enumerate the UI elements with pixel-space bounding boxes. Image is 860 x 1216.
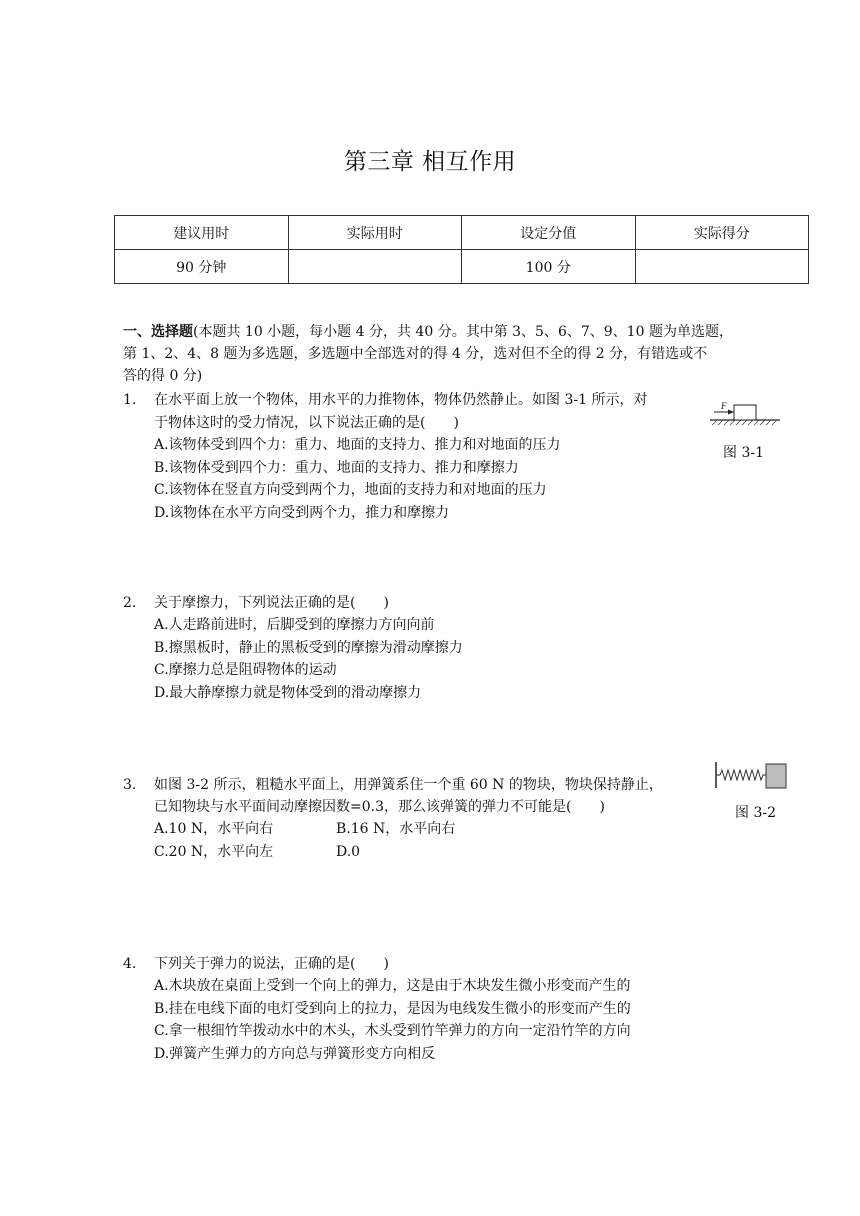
section-intro-text-1: (本题共 10 小题，每小题 4 分，共 40 分。其中第 3、5、6、7、9、10 题为单选题， [193,324,733,340]
spring [716,770,766,780]
force-arrow-head [728,410,734,415]
question-4-option-c: C.拿一根细竹竿拨动水中的木头，木头受到竹竿弹力的方向一定沿竹竿的方向 [154,1023,631,1039]
suggested-time-value: 90 分钟 [115,250,289,284]
question-4-number: 4. [123,956,137,972]
question-2-option-b: B.擦黑板时，静止的黑板受到的摩擦为滑动摩擦力 [154,640,463,656]
set-score-value: 100 分 [462,250,636,284]
figure-3-1 [708,398,783,430]
question-2-option-a: A.人走路前进时，后脚受到的摩擦力方向向前 [154,617,435,633]
question-3-option-c: C.20 N，水平向左 [154,844,274,860]
question-1-stem-line-2: 于物体这时的受力情况，以下说法正确的是( ) [154,415,459,431]
question-4-stem-line-1: 下列关于弹力的说法，正确的是( ) [154,956,389,972]
figure-3-1-caption: 图 3-1 [723,445,764,461]
question-3-stem-line-2: 已知物块与水平面间动摩擦因数=0.3，那么该弹簧的弹力不可能是( ) [154,799,605,815]
question-1-option-d: D.该物体在水平方向受到两个力，推力和摩擦力 [154,505,450,521]
ground-hatching [712,420,777,425]
actual-time-value [288,250,462,284]
header-actual-time: 实际用时 [288,216,462,250]
question-3-option-b: B.16 N，水平向右 [336,821,456,837]
figure-3-2-caption: 图 3-2 [735,805,776,821]
section-intro-line-2: 第 1、2、4、8 题为多选题，多选题中全部选对的得 4 分，选对但不全的得 2 分，有错选或不 [123,346,708,362]
block [734,405,756,420]
score-table [114,215,809,284]
question-1-option-c: C.该物体在竖直方向受到两个力，地面的支持力和对地面的压力 [154,482,547,498]
score-table-value-row [115,250,809,284]
page-title: 第三章 相互作用 [343,149,517,175]
question-1-option-b: B.该物体受到四个力：重力、地面的支持力、推力和摩擦力 [154,460,519,476]
question-3-option-d: D.0 [336,844,361,860]
section-heading: 一、选择题 [123,324,193,340]
figure-3-2 [714,760,788,792]
question-3-stem-line-1: 如图 3-2 所示，粗糙水平面上，用弹簧系住一个重 60 N 的物块，物块保持静止， [154,777,663,793]
question-2-number: 2. [123,595,137,611]
question-2-option-c: C.摩擦力总是阻碍物体的运动 [154,662,337,678]
question-3-option-a: A.10 N，水平向右 [154,821,274,837]
question-2-option-d: D.最大静摩擦力就是物体受到的滑动摩擦力 [154,685,422,701]
question-1-number: 1. [123,392,137,408]
actual-score-value [635,250,809,284]
section-intro-line-3: 答的得 0 分) [123,368,203,384]
header-suggested-time: 建议用时 [115,216,289,250]
question-4-option-d: D.弹簧产生弹力的方向总与弹簧形变方向相反 [154,1046,436,1062]
question-1-option-a: A.该物体受到四个力：重力、地面的支持力、推力和对地面的压力 [154,437,561,453]
question-1-stem-line-1: 在水平面上放一个物体，用水平的力推物体，物体仍然静止。如图 3-1 所示，对 [154,392,648,408]
header-set-score: 设定分值 [462,216,636,250]
block [766,764,786,788]
section-intro-line-1 [123,321,733,344]
question-4-option-b: B.挂在电线下面的电灯受到向上的拉力，是因为电线发生微小的形变而产生的 [154,1001,631,1017]
question-3-number: 3. [123,777,137,793]
question-2-stem-line-1: 关于摩擦力，下列说法正确的是( ) [154,595,389,611]
score-table-header-row [115,216,809,250]
question-4-option-a: A.木块放在桌面上受到一个向上的弹力，这是由于木块发生微小形变而产生的 [154,978,631,994]
header-actual-score: 实际得分 [635,216,809,250]
force-label: F [721,401,727,411]
